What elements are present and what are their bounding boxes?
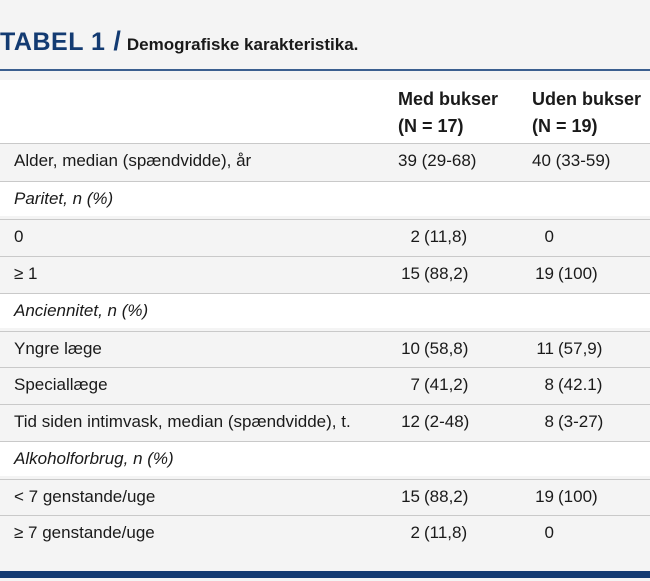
cell-med-pct: (11,8)	[424, 523, 468, 542]
header-med-bukser	[398, 86, 498, 140]
row-label: ≥ 1	[14, 264, 38, 283]
cell-med-pct: (2-48)	[424, 412, 470, 431]
cell-uden-n: 11	[536, 339, 554, 358]
table-subtitle: Demografiske karakteristika.	[126, 35, 359, 54]
table-row-alkoholforbrug-heading	[0, 441, 650, 476]
bottom-rule	[0, 571, 650, 578]
row-group-label: Paritet, n (%)	[14, 189, 114, 208]
cell-uden	[532, 332, 602, 366]
cell-med	[398, 220, 467, 254]
cell-uden	[532, 405, 603, 439]
cell-uden-n: 0	[544, 523, 554, 542]
table-row-tid-siden-intimvask	[0, 404, 650, 439]
row-label: Alder, median (spændvidde), år	[14, 151, 252, 170]
cell-med-pct: (41,2)	[424, 375, 469, 394]
header-uden-label: Uden bukser	[532, 89, 642, 109]
cell-med-pct: (58,8)	[424, 339, 469, 358]
row-label: < 7 genstande/uge	[14, 487, 156, 506]
cell-uden: 40 (33-59)	[532, 151, 611, 170]
cell-uden	[532, 220, 558, 254]
cell-med	[398, 516, 467, 550]
row-label: Speciallæge	[14, 375, 108, 394]
cell-uden	[532, 480, 598, 514]
cell-med-pct: (11,8)	[424, 227, 468, 246]
cell-med-n: 10	[401, 339, 420, 358]
cell-med-pct: (88,2)	[424, 487, 469, 506]
table-number: TABEL 1	[0, 28, 106, 56]
cell-uden-pct: (3-27)	[558, 412, 604, 431]
header-uden-bukser	[532, 86, 641, 140]
cell-uden	[532, 257, 598, 291]
cell-med	[398, 368, 468, 402]
cell-med-n: 2	[410, 523, 420, 542]
cell-med-n: 15	[401, 264, 420, 283]
row-group-label: Alkoholforbrug, n (%)	[14, 449, 174, 468]
cell-uden	[532, 516, 558, 550]
table-row-7-plus-genstande	[0, 515, 650, 550]
row-group-label: Anciennitet, n (%)	[14, 301, 149, 320]
title-slash: /	[113, 26, 121, 56]
cell-med-n: 12	[401, 412, 420, 431]
table-title	[0, 26, 358, 56]
cell-med	[398, 405, 469, 439]
table-row-paritet-0	[0, 219, 650, 254]
cell-uden	[532, 368, 602, 402]
header-med-n: (N = 17)	[398, 116, 464, 136]
header-uden-n: (N = 19)	[532, 116, 598, 136]
table-row-paritet-heading	[0, 181, 650, 216]
table-row-paritet-1plus	[0, 256, 650, 291]
cell-med-n: 15	[401, 487, 420, 506]
top-rule	[0, 69, 650, 71]
cell-med-pct: (88,2)	[424, 264, 469, 283]
cell-uden-pct: (42.1)	[558, 375, 603, 394]
row-label: 0	[14, 227, 24, 246]
cell-med	[398, 332, 468, 366]
row-label: Tid siden intimvask, median (spændvidde), t.	[14, 412, 351, 431]
table-header	[0, 80, 650, 143]
cell-uden-pct: (100)	[558, 487, 598, 506]
table-row-speciallaege	[0, 367, 650, 402]
header-med-label: Med bukser	[398, 89, 499, 109]
table-row-anciennitet-heading	[0, 293, 650, 328]
cell-uden-pct: (57,9)	[558, 339, 603, 358]
row-label: Yngre læge	[14, 339, 102, 358]
cell-med	[398, 257, 468, 291]
cell-uden-n: 8	[544, 375, 554, 394]
table-row-yngre-laege	[0, 331, 650, 366]
cell-uden-n: 19	[535, 487, 554, 506]
cell-med: 39 (29-68)	[398, 151, 477, 170]
cell-med-n: 2	[410, 227, 420, 246]
table-row-under-7-genstande	[0, 479, 650, 514]
cell-uden-n: 19	[535, 264, 554, 283]
cell-uden-n: 8	[544, 412, 554, 431]
cell-uden-pct: (100)	[558, 264, 598, 283]
row-label: ≥ 7 genstande/uge	[14, 523, 155, 542]
table-row-alder	[0, 143, 650, 178]
cell-uden-n: 0	[544, 227, 554, 246]
cell-med	[398, 480, 468, 514]
cell-med-n: 7	[410, 375, 420, 394]
